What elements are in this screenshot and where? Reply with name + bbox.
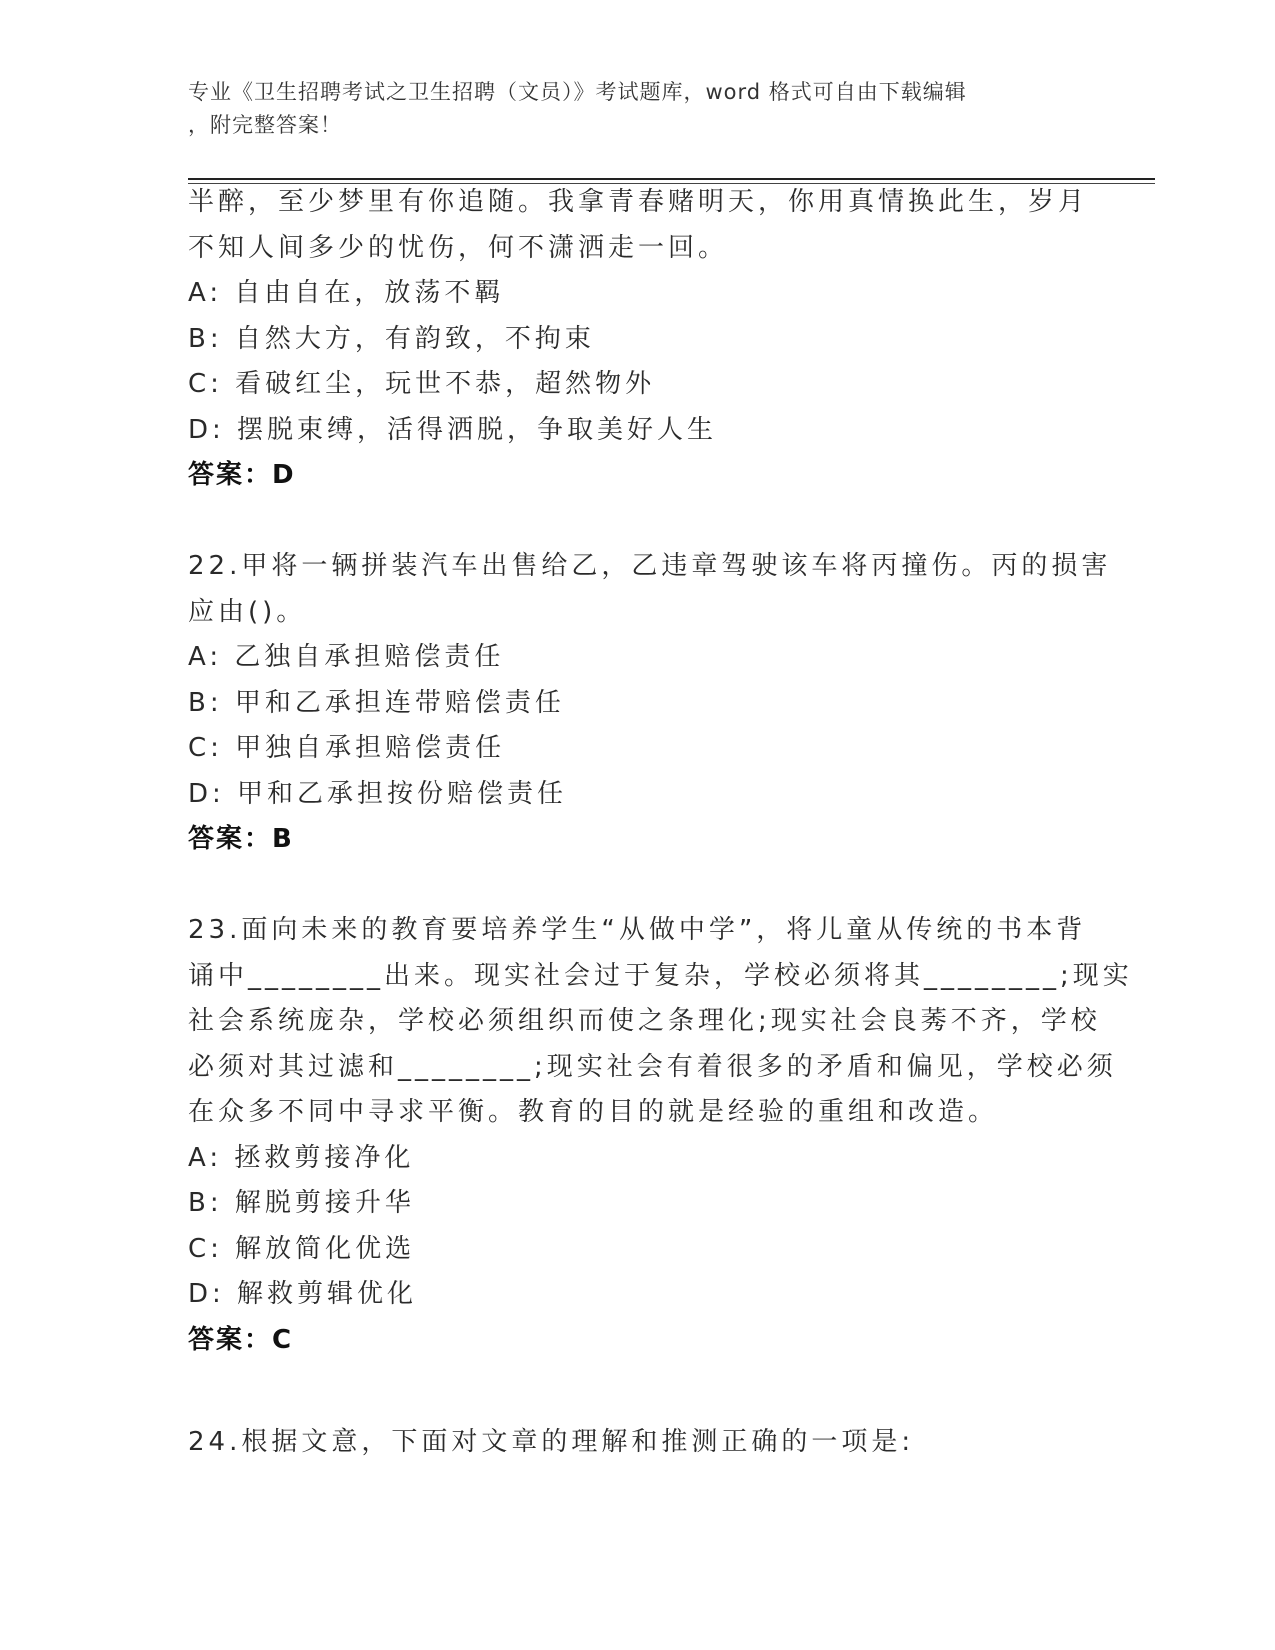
question-stem-line: 诵中________出来。现实社会过于复杂，学校必须将其________;现实 xyxy=(188,960,1133,991)
question-stem-line: 半醉，至少梦里有你追随。我拿青春赌明天，你用真情换此生，岁月 xyxy=(188,187,1089,217)
spacer xyxy=(188,863,1088,909)
option-b: B: 自然大方，有韵致，不拘束 xyxy=(188,323,595,354)
option-a: A: 拯救剪接净化 xyxy=(188,1142,415,1173)
document-header xyxy=(188,76,1068,142)
question-21 xyxy=(188,180,1088,499)
question-stem-line: 不知人间多少的忧伤，何不潇洒走一回。 xyxy=(188,232,729,263)
option-c: C: 甲独自承担赔偿责任 xyxy=(188,733,506,763)
spacer xyxy=(188,499,1088,545)
option-d: D: 甲和乙承担按份赔偿责任 xyxy=(188,778,568,809)
question-stem-line: 必须对其过滤和________;现实社会有着很多的矛盾和偏见，学校必须 xyxy=(188,1051,1117,1082)
option-d: D: 解救剪辑优化 xyxy=(188,1279,418,1309)
question-22 xyxy=(188,544,1112,863)
option-a: A: 自由自在，放荡不羁 xyxy=(188,278,505,308)
option-b: B: 甲和乙承担连带赔偿责任 xyxy=(188,687,565,718)
option-a: A: 乙独自承担赔偿责任 xyxy=(188,642,505,672)
question-list xyxy=(188,180,1133,1363)
answer-line: 答案：D xyxy=(188,460,296,490)
answer-line: 答案：C xyxy=(188,1324,294,1355)
option-c: C: 看破红尘，玩世不恭，超然物外 xyxy=(188,369,656,399)
header-line-2: ，附完整答案！ xyxy=(188,113,342,137)
option-d: D: 摆脱束缚，活得洒脱，争取美好人生 xyxy=(188,414,718,445)
question-stem-line: 在众多不同中寻求平衡。教育的目的就是经验的重组和改造。 xyxy=(188,1097,999,1127)
answer-line: 答案：B xyxy=(188,824,294,854)
option-b: B: 解脱剪接升华 xyxy=(188,1188,415,1218)
question-stem-line: 23.面向未来的教育要培养学生“从做中学”，将儿童从传统的书本背 xyxy=(188,915,1087,945)
question-stem-line: 应由()。 xyxy=(188,596,307,627)
question-24-stem: 24.根据文意，下面对文章的理解和推测正确的一项是: xyxy=(188,1427,915,1457)
question-stem-line: 22.甲将一辆拼装汽车出售给乙，乙违章驾驶该车将丙撞伤。丙的损害 xyxy=(188,551,1112,581)
question-23 xyxy=(188,908,1133,1363)
question-stem-line: 社会系统庞杂，学校必须组织而使之条理化;现实社会良莠不齐，学校 xyxy=(188,1006,1101,1036)
option-c: C: 解放简化优选 xyxy=(188,1233,416,1264)
header-line-1: 专业《卫生招聘考试之卫生招聘（文员）》考试题库，word 格式可自由下载编辑 xyxy=(188,80,967,104)
